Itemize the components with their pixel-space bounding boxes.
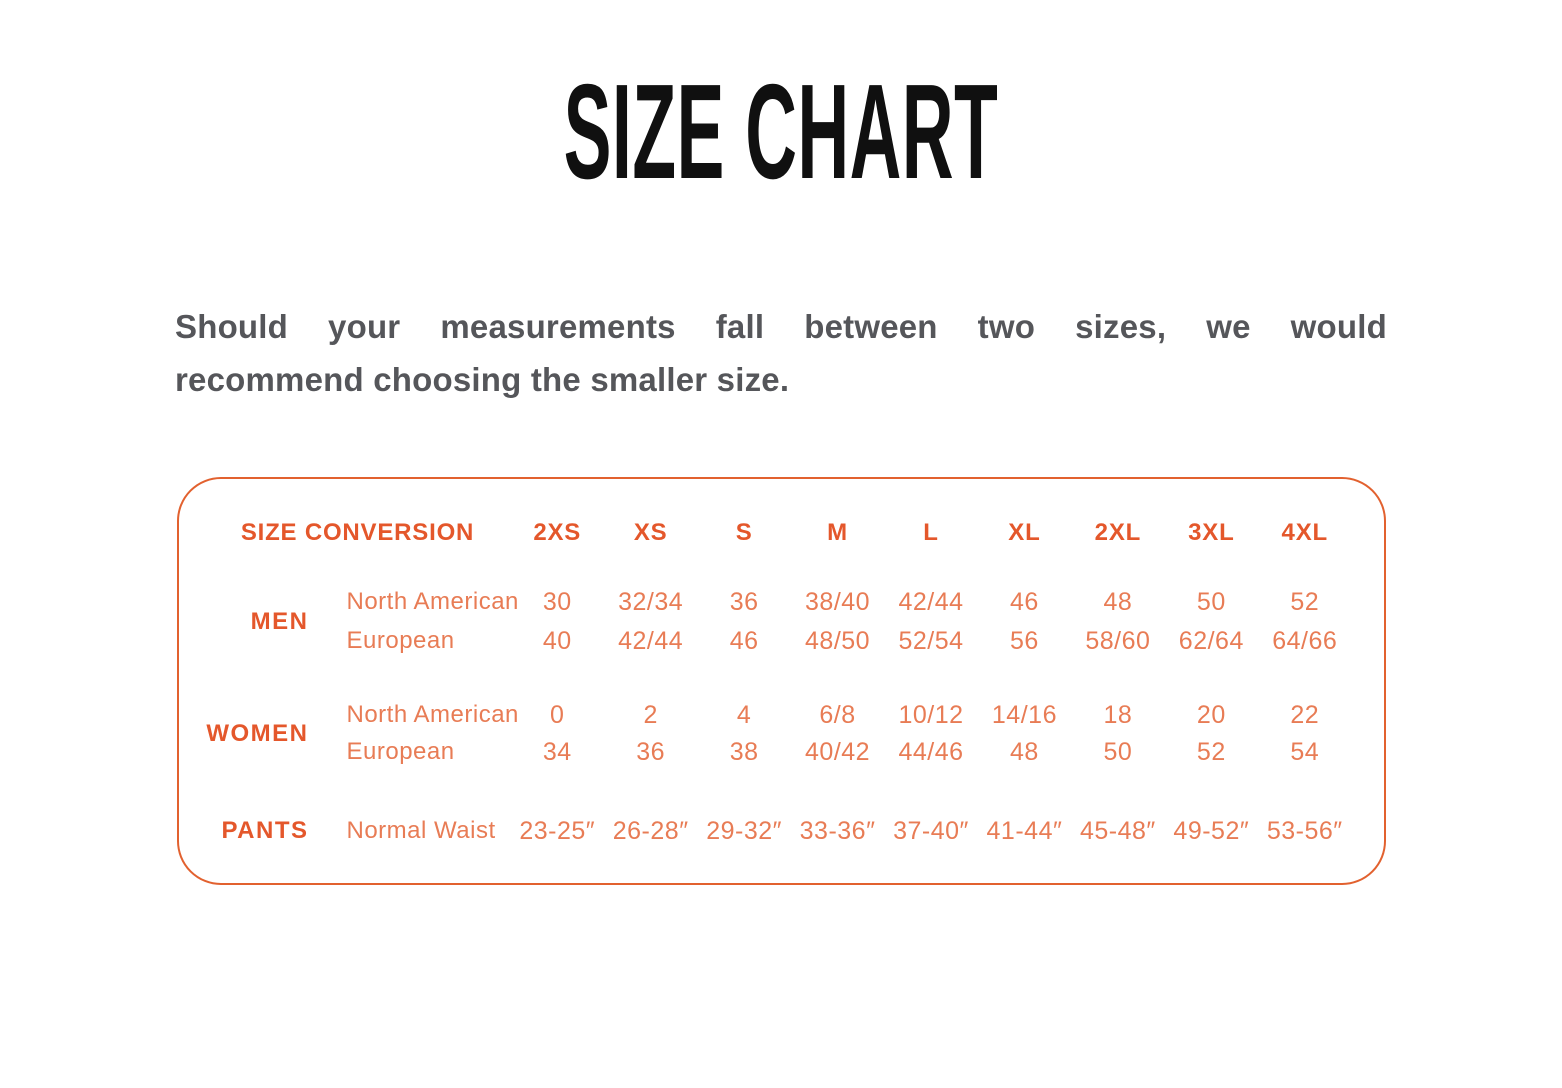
size-value: 62/64 (1178, 627, 1244, 655)
size-value: 54 (1290, 738, 1320, 766)
size-value: 10/12 (898, 701, 964, 729)
size-value: 46 (729, 627, 759, 655)
size-column-header-4xl: 4XL (1281, 519, 1328, 546)
size-value: 38 (729, 738, 759, 766)
group-label-pants: PANTS (221, 817, 309, 844)
size-value: 50 (1103, 738, 1133, 766)
size-column-header-s: S (735, 519, 753, 546)
row-label-men-north-american: North American (346, 588, 519, 615)
size-column-header-l: L (923, 519, 939, 546)
size-value: 42/44 (898, 588, 964, 616)
size-value: 36 (636, 738, 666, 766)
row-label-women-european: European (346, 738, 455, 765)
table-group-men (179, 588, 1384, 655)
size-value: 52 (1290, 588, 1320, 616)
size-value: 64/66 (1272, 627, 1338, 655)
size-value: 29-32″ (706, 817, 782, 845)
size-value: 48 (1010, 738, 1039, 766)
size-value: 42/44 (618, 627, 684, 655)
table-group-pants (179, 817, 1384, 845)
size-value: 2 (643, 701, 658, 729)
size-value: 48/50 (805, 627, 871, 655)
size-chart-panel (177, 477, 1386, 885)
size-value: 58/60 (1085, 627, 1151, 655)
size-value: 56 (1010, 627, 1039, 655)
size-column-header-m: M (827, 519, 848, 546)
size-value: 37-40″ (893, 817, 969, 845)
size-value: 40/42 (805, 738, 871, 766)
size-value: 50 (1196, 588, 1226, 616)
size-value: 20 (1196, 701, 1226, 729)
description-line-1: Should your measurements fall between two sizes, we would (175, 308, 1387, 345)
table-group-women (179, 701, 1384, 766)
table-header-row (179, 519, 1384, 547)
description (175, 300, 1387, 406)
size-value: 48 (1103, 588, 1133, 616)
row-label-women-north-american: North American (346, 701, 519, 728)
size-value: 6/8 (819, 701, 856, 729)
size-value: 52 (1196, 738, 1226, 766)
page-title-text: SIZE CHART (563, 56, 999, 207)
size-value: 40 (542, 627, 572, 655)
page-title-wrap (0, 56, 1562, 207)
size-value: 22 (1290, 701, 1320, 729)
size-value: 33-36″ (799, 817, 876, 845)
size-value: 46 (1010, 588, 1039, 616)
size-value: 44/46 (898, 738, 964, 766)
size-value: 52/54 (898, 627, 964, 655)
size-value: 45-48″ (1079, 817, 1156, 845)
size-chart-page (0, 56, 1562, 1088)
size-value: 26-28″ (612, 817, 689, 845)
size-column-header-3xl: 3XL (1188, 519, 1235, 546)
size-value: 53-56″ (1266, 817, 1343, 845)
size-value: 41-44″ (986, 817, 1063, 845)
size-value: 18 (1103, 701, 1133, 729)
row-label-men-european: European (346, 627, 455, 654)
size-conversion-label: SIZE CONVERSION (240, 519, 475, 546)
page-title (371, 56, 1191, 207)
size-value: 34 (542, 738, 572, 766)
size-value: 30 (542, 588, 572, 616)
size-value: 38/40 (805, 588, 871, 616)
group-label-men: MEN (250, 607, 309, 635)
group-label-women: WOMEN (206, 719, 309, 747)
size-value: 4 (736, 701, 752, 729)
description-line-2: recommend choosing the smaller size. (175, 361, 790, 398)
size-value: 49-52″ (1173, 817, 1250, 845)
size-column-header-2xs: 2XS (533, 519, 582, 546)
size-column-header-2xl: 2XL (1094, 519, 1142, 546)
size-value: 0 (550, 701, 565, 729)
size-column-header-xl: XL (1008, 519, 1041, 546)
size-value: 14/16 (991, 701, 1057, 729)
size-column-header-xs: XS (633, 519, 668, 546)
size-value: 36 (729, 588, 759, 616)
row-label-pants-normal-waist: Normal Waist (346, 817, 496, 844)
size-value: 32/34 (618, 588, 684, 616)
size-value: 23-25″ (519, 817, 596, 845)
